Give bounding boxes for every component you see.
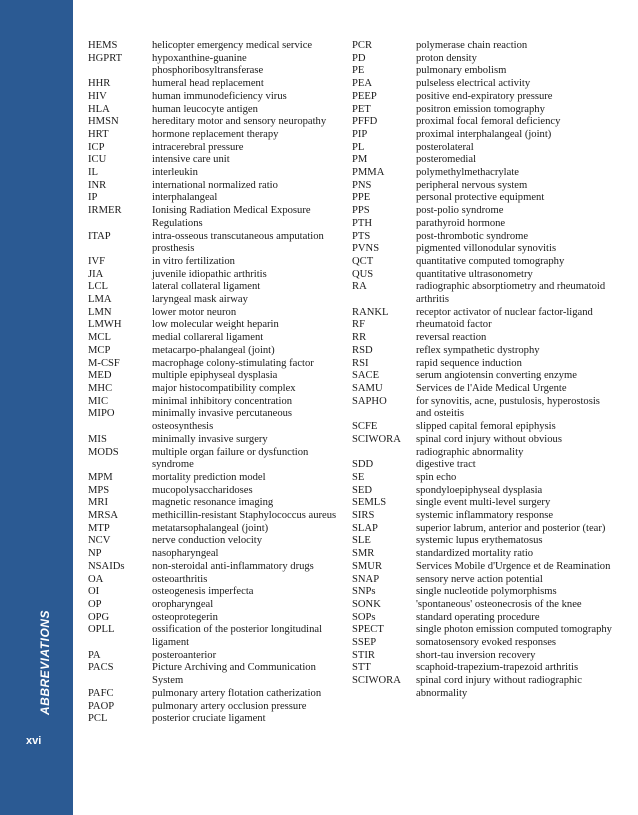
- abbreviation-definition: for synovitis, acne, pustulosis, hyperostosis and osteitis: [416, 395, 600, 420]
- abbreviation-definition: pigmented villonodular synovitis: [416, 243, 557, 255]
- abbreviation-term: SLE: [352, 535, 371, 547]
- abbreviation-entry: [352, 53, 612, 66]
- abbreviation-definition: quantitative ultrasonometry: [416, 268, 533, 280]
- abbreviation-term: HGPRT: [88, 52, 123, 64]
- abbreviation-entry: [352, 370, 612, 383]
- abbreviation-definition: spinal cord injury without obvious radiographic abnormality: [416, 433, 562, 458]
- abbreviation-term: PVNS: [352, 243, 380, 255]
- abbreviation-entry: [352, 205, 612, 218]
- abbreviation-entry: [352, 129, 612, 142]
- abbreviation-term: PMMA: [352, 167, 385, 179]
- abbreviation-term: NSAIDs: [88, 560, 125, 572]
- abbreviation-term: HMSN: [88, 116, 119, 128]
- abbreviation-entry: [352, 574, 612, 587]
- abbreviation-term: PD: [352, 52, 366, 64]
- abbreviation-entry: [88, 434, 340, 447]
- abbreviation-definition: sensory nerve action potential: [416, 573, 543, 585]
- abbreviation-entry: [352, 497, 612, 510]
- abbreviation-definition: positive end-expiratory pressure: [416, 90, 553, 102]
- abbreviation-entry: [352, 561, 612, 574]
- abbreviation-term: HIV: [88, 90, 107, 102]
- abbreviation-definition: juvenile idiopathic arthritis: [152, 268, 267, 280]
- abbreviation-definition: hypoxanthine-guanine phosphoribosyltransferase: [152, 52, 264, 77]
- abbreviation-definition: spondyloepiphyseal dysplasia: [416, 484, 543, 496]
- abbreviation-definition: intra-osseous transcutaneous amputation prosthesis: [152, 230, 324, 255]
- abbreviation-definition: human leucocyte antigen: [152, 103, 258, 115]
- abbreviation-term: PEEP: [352, 90, 377, 102]
- abbreviation-entry: [88, 396, 340, 409]
- abbreviation-definition: international normalized ratio: [152, 179, 278, 191]
- abbreviation-term: RANKL: [352, 306, 389, 318]
- abbreviation-term: PM: [352, 154, 368, 166]
- abbreviation-entry: [352, 548, 612, 561]
- abbreviation-entry: [88, 713, 340, 726]
- abbreviation-entry: [88, 548, 340, 561]
- abbreviation-term: MIS: [88, 433, 107, 445]
- abbreviation-definition: post-thrombotic syndrome: [416, 230, 529, 242]
- abbreviation-entry: [88, 78, 340, 91]
- abbreviation-entry: [352, 510, 612, 523]
- abbreviation-entry: [88, 561, 340, 574]
- abbreviation-entry: [352, 358, 612, 371]
- abbreviation-entry: [352, 485, 612, 498]
- abbreviation-entry: [352, 167, 612, 180]
- abbreviation-entry: [352, 307, 612, 320]
- abbreviation-entry: [352, 523, 612, 536]
- abbreviation-term: PFFD: [352, 116, 378, 128]
- abbreviation-definition: post-polio syndrome: [416, 205, 504, 217]
- abbreviation-definition: somatosensory evoked responses: [416, 637, 557, 649]
- abbreviation-entry: [88, 650, 340, 663]
- abbreviation-entry: [88, 624, 340, 649]
- abbreviation-term: SOPs: [352, 611, 376, 623]
- abbreviation-definition: personal protective equipment: [416, 192, 545, 204]
- abbreviation-definition: osteogenesis imperfecta: [152, 586, 254, 598]
- abbreviation-term: NCV: [88, 535, 111, 547]
- abbreviation-definition: minimally invasive surgery: [152, 433, 268, 445]
- abbreviation-entry: [352, 637, 612, 650]
- abbreviation-entry: [352, 281, 612, 306]
- abbreviation-entry: [352, 243, 612, 256]
- abbreviation-definition: 'spontaneous' osteonecrosis of the knee: [416, 598, 582, 610]
- abbreviation-definition: intracerebral pressure: [152, 141, 244, 153]
- abbreviation-definition: pulmonary embolism: [416, 65, 507, 77]
- abbreviation-term: HEMS: [88, 40, 118, 51]
- abbreviation-definition: superior labrum, anterior and posterior (tear): [416, 522, 606, 534]
- abbreviation-term: HRT: [88, 128, 109, 140]
- abbreviation-definition: minimal inhibitory concentration: [152, 395, 293, 407]
- abbreviation-term: PCR: [352, 40, 373, 51]
- abbreviation-definition: posterior cruciate ligament: [152, 713, 266, 725]
- abbreviation-term: SED: [352, 484, 373, 496]
- abbreviation-entry: [88, 104, 340, 117]
- abbreviation-term: STT: [352, 662, 371, 674]
- abbreviation-entry: [352, 116, 612, 129]
- abbreviation-definition: pulmonary artery occlusion pressure: [152, 700, 307, 712]
- abbreviation-entry: [352, 612, 612, 625]
- abbreviation-term: RA: [352, 281, 367, 293]
- abbreviation-entry: [88, 192, 340, 205]
- abbreviation-term: PCL: [88, 713, 108, 725]
- abbreviation-term: ICP: [88, 141, 105, 153]
- left-abbreviation-column: [88, 40, 340, 726]
- abbreviation-definition: Services de l'Aide Medical Urgente: [416, 382, 567, 394]
- abbreviation-definition: minimally invasive percutaneous osteosynthesis: [152, 408, 293, 433]
- abbreviation-entry: [88, 472, 340, 485]
- abbreviation-definition: osteoprotegerin: [152, 611, 218, 623]
- abbreviation-definition: systemic lupus erythematosus: [416, 535, 543, 547]
- abbreviation-definition: reflex sympathetic dystrophy: [416, 344, 540, 356]
- abbreviation-definition: Ionising Radiation Medical Exposure Regulations: [152, 205, 311, 229]
- abbreviation-term: SAMU: [352, 382, 383, 394]
- abbreviation-entry: [352, 535, 612, 548]
- abbreviation-definition: proximal focal femoral deficiency: [416, 116, 561, 128]
- abbreviation-term: RF: [352, 319, 365, 331]
- sidebar: [0, 0, 73, 815]
- abbreviation-entry: [88, 281, 340, 294]
- abbreviation-entry: [352, 269, 612, 282]
- abbreviation-entry: [352, 396, 612, 421]
- abbreviation-definition: interphalangeal: [152, 192, 218, 204]
- abbreviation-entry: [352, 256, 612, 269]
- abbreviation-definition: pulmonary artery flotation catherization: [152, 687, 322, 699]
- abbreviation-entry: [352, 40, 612, 53]
- abbreviation-entry: [352, 599, 612, 612]
- abbreviation-term: PEA: [352, 78, 373, 90]
- abbreviation-entry: [88, 447, 340, 472]
- abbreviation-entry: [88, 180, 340, 193]
- abbreviation-definition: hormone replacement therapy: [152, 128, 279, 140]
- right-abbreviation-column: [352, 40, 612, 701]
- sidebar-title: ABBREVIATIONS: [38, 610, 52, 715]
- abbreviation-entry: [352, 231, 612, 244]
- abbreviation-term: PA: [88, 649, 101, 661]
- abbreviation-definition: single photon emission computed tomography: [416, 624, 612, 636]
- abbreviation-term: MHC: [88, 382, 113, 394]
- abbreviation-term: INR: [88, 179, 107, 191]
- abbreviation-definition: systemic inflammatory response: [416, 510, 554, 522]
- abbreviation-entry: [88, 612, 340, 625]
- abbreviation-term: PACS: [88, 662, 114, 674]
- abbreviation-entry: [88, 40, 340, 53]
- abbreviation-definition: human immunodeficiency virus: [152, 90, 287, 102]
- abbreviation-definition: reversal reaction: [416, 332, 487, 344]
- abbreviation-entry: [352, 319, 612, 332]
- abbreviation-definition: scaphoid-trapezium-trapezoid arthritis: [416, 662, 579, 674]
- abbreviation-term: PTH: [352, 217, 373, 229]
- abbreviation-definition: pulseless electrical activity: [416, 78, 531, 90]
- abbreviation-term: MED: [88, 370, 112, 382]
- abbreviation-term: SE: [352, 471, 365, 483]
- abbreviation-term: MODS: [88, 446, 119, 458]
- abbreviation-definition: slipped capital femoral epiphysis: [416, 421, 556, 433]
- abbreviation-definition: quantitative computed tomography: [416, 255, 565, 267]
- abbreviation-entry: [88, 294, 340, 307]
- abbreviation-definition: interleukin: [152, 167, 198, 179]
- abbreviation-definition: posteroanterior: [152, 649, 217, 661]
- abbreviation-term: PNS: [352, 179, 372, 191]
- abbreviation-term: HHR: [88, 78, 111, 90]
- abbreviation-term: SDD: [352, 459, 374, 471]
- abbreviation-term: RSD: [352, 344, 373, 356]
- abbreviation-term: MCL: [88, 332, 111, 344]
- abbreviation-entry: [352, 650, 612, 663]
- abbreviation-definition: hereditary motor and sensory neuropathy: [152, 116, 327, 128]
- abbreviation-entry: [88, 269, 340, 282]
- abbreviation-definition: peripheral nervous system: [416, 179, 528, 191]
- abbreviation-entry: [88, 485, 340, 498]
- abbreviation-term: PET: [352, 103, 371, 115]
- abbreviation-term: PAFC: [88, 687, 114, 699]
- abbreviation-entry: [352, 142, 612, 155]
- abbreviation-term: RSI: [352, 357, 369, 369]
- abbreviation-term: LCL: [88, 281, 109, 293]
- abbreviation-definition: Picture Archiving and Communication System: [152, 662, 316, 687]
- abbreviation-term: OI: [88, 586, 100, 598]
- abbreviation-definition: multiple organ failure or dysfunction syndrome: [152, 446, 309, 471]
- abbreviation-term: PIP: [352, 128, 368, 140]
- abbreviation-definition: intensive care unit: [152, 154, 230, 166]
- abbreviation-term: MPM: [88, 471, 113, 483]
- abbreviation-term: HLA: [88, 103, 110, 115]
- abbreviation-term: SNPs: [352, 586, 376, 598]
- abbreviation-definition: helicopter emergency medical service: [152, 40, 313, 51]
- abbreviation-term: OPG: [88, 611, 110, 623]
- abbreviation-term: RR: [352, 332, 367, 344]
- abbreviation-entry: [88, 510, 340, 523]
- abbreviation-term: QCT: [352, 255, 374, 267]
- abbreviation-entry: [88, 574, 340, 587]
- abbreviation-definition: medial collareral ligament: [152, 332, 264, 344]
- abbreviation-definition: radiographic absorptiometry and rheumatoid arthritis: [416, 281, 606, 306]
- abbreviation-entry: [352, 383, 612, 396]
- abbreviation-term: IRMER: [88, 205, 122, 217]
- abbreviation-term: IP: [88, 192, 98, 204]
- abbreviation-term: STIR: [352, 649, 375, 661]
- abbreviation-entry: [352, 104, 612, 117]
- abbreviation-term: PPS: [352, 205, 370, 217]
- abbreviation-term: SONK: [352, 598, 381, 610]
- abbreviation-definition: major histocompatibility complex: [152, 382, 296, 394]
- abbreviation-definition: humeral head replacement: [152, 78, 264, 90]
- abbreviation-entry: [88, 370, 340, 383]
- abbreviation-term: JIA: [88, 268, 104, 280]
- abbreviation-definition: proton density: [416, 52, 477, 64]
- abbreviation-term: SMUR: [352, 560, 383, 572]
- abbreviation-term: OP: [88, 598, 102, 610]
- abbreviation-entry: [352, 662, 612, 675]
- abbreviation-definition: rapid sequence induction: [416, 357, 522, 369]
- abbreviation-definition: polymethylmethacrylate: [416, 167, 519, 179]
- abbreviation-definition: standard operating procedure: [416, 611, 540, 623]
- abbreviation-entry: [88, 523, 340, 536]
- abbreviation-entry: [352, 472, 612, 485]
- abbreviation-term: IVF: [88, 255, 106, 267]
- abbreviation-entry: [88, 662, 340, 687]
- abbreviation-definition: receptor activator of nuclear factor-ligand: [416, 306, 593, 318]
- abbreviation-entry: [88, 319, 340, 332]
- abbreviation-definition: low molecular weight heparin: [152, 319, 279, 331]
- abbreviation-definition: short-tau inversion recovery: [416, 649, 536, 661]
- abbreviation-definition: spin echo: [416, 471, 457, 483]
- abbreviation-entry: [88, 701, 340, 714]
- abbreviation-entry: [88, 167, 340, 180]
- abbreviation-entry: [88, 535, 340, 548]
- abbreviation-entry: [88, 91, 340, 104]
- abbreviation-term: MRI: [88, 497, 109, 509]
- abbreviation-term: PAOP: [88, 700, 115, 712]
- abbreviation-term: SMR: [352, 548, 375, 560]
- abbreviation-entry: [352, 675, 612, 700]
- abbreviation-entry: [352, 586, 612, 599]
- abbreviation-definition: mucopolysaccharidoses: [152, 484, 253, 496]
- abbreviation-term: SEMLS: [352, 497, 387, 509]
- abbreviation-term: SLAP: [352, 522, 378, 534]
- abbreviation-term: SCFE: [352, 421, 378, 433]
- abbreviation-definition: laryngeal mask airway: [152, 294, 248, 306]
- abbreviation-term: M-CSF: [88, 357, 120, 369]
- abbreviation-term: SCIWORA: [352, 675, 401, 687]
- abbreviation-definition: single event multi-level surgery: [416, 497, 551, 509]
- abbreviation-term: NP: [88, 548, 102, 560]
- abbreviation-term: SAPHO: [352, 395, 387, 407]
- abbreviation-entry: [88, 53, 340, 78]
- abbreviation-term: PTS: [352, 230, 371, 242]
- abbreviation-entry: [352, 332, 612, 345]
- abbreviation-definition: rheumatoid factor: [416, 319, 492, 331]
- abbreviation-definition: proximal interphalangeal (joint): [416, 128, 552, 140]
- abbreviation-entry: [88, 256, 340, 269]
- abbreviation-entry: [352, 345, 612, 358]
- abbreviation-definition: parathyroid hormone: [416, 217, 506, 229]
- abbreviation-definition: magnetic resonance imaging: [152, 497, 274, 509]
- abbreviation-definition: positron emission tomography: [416, 103, 545, 115]
- abbreviation-term: SPECT: [352, 624, 384, 636]
- abbreviation-term: LMA: [88, 294, 112, 306]
- abbreviation-entry: [88, 116, 340, 129]
- abbreviation-definition: spinal cord injury without radiographic abnormality: [416, 675, 582, 699]
- abbreviation-entry: [88, 205, 340, 230]
- abbreviation-definition: serum angiotensin converting enzyme: [416, 370, 577, 382]
- abbreviation-definition: standardized mortality ratio: [416, 548, 534, 560]
- abbreviation-definition: posteromedial: [416, 154, 477, 166]
- abbreviation-entry: [88, 345, 340, 358]
- abbreviation-definition: nasopharyngeal: [152, 548, 219, 560]
- abbreviation-term: QUS: [352, 268, 374, 280]
- abbreviation-definition: lateral collateral ligament: [152, 281, 261, 293]
- abbreviation-term: PL: [352, 141, 365, 153]
- abbreviation-entry: [88, 497, 340, 510]
- abbreviation-entry: [88, 129, 340, 142]
- abbreviation-entry: [352, 180, 612, 193]
- abbreviation-term: ITAP: [88, 230, 111, 242]
- abbreviation-term: MCP: [88, 344, 111, 356]
- abbreviation-entry: [88, 599, 340, 612]
- abbreviation-entry: [88, 688, 340, 701]
- abbreviation-term: SSEP: [352, 637, 377, 649]
- abbreviation-definition: non-steroidal anti-inflammatory drugs: [152, 560, 314, 572]
- abbreviation-definition: multiple epiphyseal dysplasia: [152, 370, 278, 382]
- abbreviation-entry: [88, 154, 340, 167]
- abbreviation-definition: nerve conduction velocity: [152, 535, 263, 547]
- abbreviation-entry: [352, 91, 612, 104]
- abbreviation-entry: [88, 231, 340, 256]
- abbreviation-definition: digestive tract: [416, 459, 476, 471]
- abbreviation-term: SNAP: [352, 573, 380, 585]
- abbreviation-entry: [352, 65, 612, 78]
- abbreviation-entry: [88, 586, 340, 599]
- abbreviation-entry: [352, 78, 612, 91]
- abbreviation-definition: single nucleotide polymorphisms: [416, 586, 557, 598]
- abbreviation-term: PE: [352, 65, 365, 77]
- abbreviation-entry: [352, 459, 612, 472]
- abbreviation-term: ICU: [88, 154, 107, 166]
- abbreviation-definition: methicillin-resistant Staphylococcus aureus: [152, 510, 337, 522]
- abbreviation-definition: polymerase chain reaction: [416, 40, 528, 51]
- abbreviation-entry: [352, 218, 612, 231]
- abbreviation-entry: [352, 192, 612, 205]
- abbreviation-term: SIRS: [352, 510, 375, 522]
- abbreviation-definition: lower motor neuron: [152, 306, 237, 318]
- abbreviation-entry: [88, 408, 340, 433]
- abbreviation-entry: [352, 421, 612, 434]
- abbreviation-term: OPLL: [88, 624, 115, 636]
- abbreviation-term: MIPO: [88, 408, 115, 420]
- abbreviation-definition: posterolateral: [416, 141, 474, 153]
- abbreviation-definition: in vitro fertilization: [152, 255, 235, 267]
- abbreviation-term: IL: [88, 167, 98, 179]
- abbreviation-term: PPE: [352, 192, 371, 204]
- abbreviation-term: LMWH: [88, 319, 122, 331]
- abbreviation-definition: ossification of the posterior longitudinal ligament: [152, 624, 323, 649]
- page-number: xvi: [26, 735, 42, 747]
- abbreviation-entry: [88, 332, 340, 345]
- abbreviation-entry: [88, 358, 340, 371]
- abbreviation-definition: osteoarthritis: [152, 573, 208, 585]
- abbreviation-term: MPS: [88, 484, 110, 496]
- abbreviation-entry: [352, 434, 612, 459]
- abbreviation-term: MRSA: [88, 510, 119, 522]
- abbreviation-term: MIC: [88, 395, 109, 407]
- abbreviation-entry: [88, 142, 340, 155]
- abbreviation-definition: Services Mobile d'Urgence et de Reamination: [416, 560, 611, 572]
- abbreviation-term: LMN: [88, 306, 112, 318]
- abbreviation-definition: metatarsophalangeal (joint): [152, 522, 269, 534]
- abbreviation-definition: oropharyngeal: [152, 598, 214, 610]
- abbreviation-term: MTP: [88, 522, 110, 534]
- abbreviation-entry: [352, 154, 612, 167]
- abbreviation-entry: [88, 383, 340, 396]
- abbreviation-term: SCIWORA: [352, 433, 401, 445]
- abbreviation-term: SACE: [352, 370, 380, 382]
- abbreviation-term: OA: [88, 573, 104, 585]
- abbreviation-definition: mortality prediction model: [152, 471, 266, 483]
- abbreviation-definition: metacarpo-phalangeal (joint): [152, 344, 275, 356]
- abbreviation-definition: macrophage colony-stimulating factor: [152, 357, 314, 369]
- abbreviation-entry: [352, 624, 612, 637]
- abbreviation-entry: [88, 307, 340, 320]
